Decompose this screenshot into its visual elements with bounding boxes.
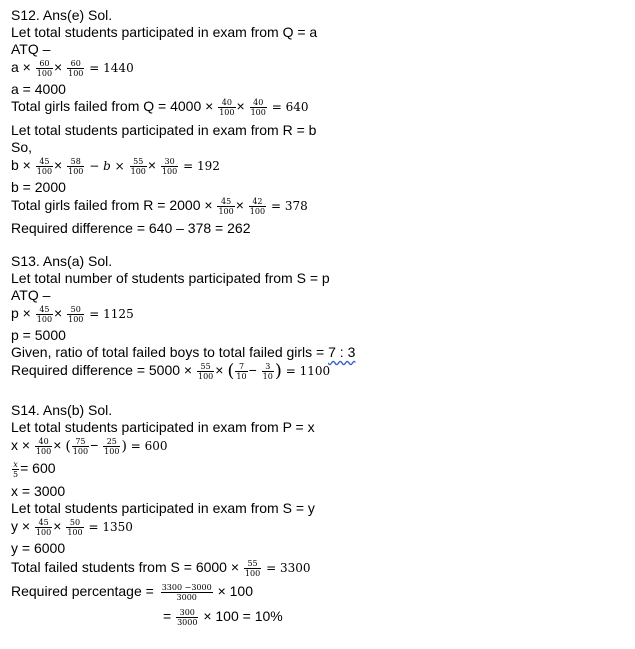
fraction: $\frac{40}{100}$ xyxy=(35,437,52,456)
s12-line: ATQ – xyxy=(11,41,51,57)
fraction: $\frac{45}{100}$ xyxy=(36,305,53,324)
fraction: $\frac{3}{10}$ xyxy=(262,362,273,381)
fraction: $\frac{55}{100}$ xyxy=(130,157,146,176)
s14-percentage-2: = $\frac{300}{3000}$ × 100 = 10% xyxy=(163,608,283,627)
fraction: $\frac{7}{10}$ xyxy=(236,362,247,381)
s13-difference: Required difference = 5000 × $\frac{55}{100}$ × ( $\frac{7}{10}$ − $\frac{3}{10}$ ) = 1100 xyxy=(11,360,331,382)
fraction: $\frac{42}{100}$ xyxy=(249,197,266,216)
fraction: $\frac{50}{100}$ xyxy=(68,305,84,324)
fraction: $\frac{25}{100}$ xyxy=(104,437,120,456)
fraction: $\frac{30}{100}$ xyxy=(161,157,178,176)
ratio-value: 7 : 3 xyxy=(328,344,356,360)
s12-line: Let total students participated in exam from R = b xyxy=(11,122,317,138)
s13-equation-1: p × $\frac{45}{100}$ × $\frac{50}{100}$ = 1125 xyxy=(11,305,134,324)
s12-line: Required difference = 640 – 378 = 262 xyxy=(11,220,251,236)
s13-ratio: Given, ratio of total failed boys to total failed girls = 7 : 3 xyxy=(11,344,356,360)
s12-line: a = 4000 xyxy=(11,81,66,97)
fraction: $\frac{3300 -3000}{3000}$ xyxy=(161,583,212,602)
fraction: $\frac{x}{5}$ xyxy=(13,460,19,479)
s14-equation-1: x × $\frac{40}{100}$ × ( $\frac{75}{100}$ − $\frac{25}{100}$ ) = 600 xyxy=(11,437,168,456)
s14-line: Let total students participated in exam from P = x xyxy=(11,419,315,435)
s14-failed: Total failed students from S = 6000 × $\frac{55}{100}$ = 3300 xyxy=(11,559,311,578)
s12-equation-1: a × $\frac{60}{100}$ × $\frac{60}{100}$ = 1440 xyxy=(11,59,134,78)
s13-heading: S13. Ans(a) Sol. xyxy=(11,253,113,269)
fraction: $\frac{50}{100}$ xyxy=(67,518,83,537)
fraction: $\frac{40}{100}$ xyxy=(250,98,266,117)
s13-line: Let total number of students participated from S = p xyxy=(11,270,330,286)
fraction: $\frac{40}{100}$ xyxy=(219,98,235,117)
fraction: $\frac{60}{100}$ xyxy=(36,59,53,78)
fraction: $\frac{45}{100}$ xyxy=(218,197,234,216)
s14-line: x = 3000 xyxy=(11,483,66,499)
s14-heading: S14. Ans(b) Sol. xyxy=(11,402,113,418)
s13-line: ATQ – xyxy=(11,287,51,303)
s14-equation-2: $\frac{x}{5}$ = 600 xyxy=(13,460,56,479)
s12-heading: S12. Ans(e) Sol. xyxy=(11,7,113,23)
s14-equation-3: y × $\frac{45}{100}$ × $\frac{50}{100}$ = 1350 xyxy=(11,518,133,537)
s14-percentage-1: Required percentage = $\frac{3300 -3000}{3000}$ × 100 xyxy=(11,583,254,602)
fraction: $\frac{55}{100}$ xyxy=(244,559,261,578)
fraction: $\frac{60}{100}$ xyxy=(68,59,84,78)
s14-line: y = 6000 xyxy=(11,540,66,556)
s12-girls-r: Total girls failed from R = 2000 × $\frac{45}{100}$ × $\frac{42}{100}$ = 378 xyxy=(11,197,308,216)
fraction: $\frac{58}{100}$ xyxy=(68,157,84,176)
s12-girls-q: Total girls failed from Q = 4000 × $\frac{40}{100}$ × $\frac{40}{100}$ = 640 xyxy=(11,98,309,117)
fraction: $\frac{75}{100}$ xyxy=(72,437,89,456)
fraction: $\frac{45}{100}$ xyxy=(35,518,52,537)
s12-equation-2: b × $\frac{45}{100}$ × $\frac{58}{100}$ − b × $\frac{55}{100}$ × $\frac{30}{100}$ = 192 xyxy=(11,157,220,176)
fraction: $\frac{55}{100}$ xyxy=(198,362,214,381)
fraction: $\frac{45}{100}$ xyxy=(36,157,53,176)
s12-line: So, xyxy=(11,139,33,155)
s12-line: Let total students participated in exam from Q = a xyxy=(11,24,318,40)
s12-line: b = 2000 xyxy=(11,179,66,195)
s14-line: Let total students participated in exam from S = y xyxy=(11,500,315,516)
s13-line: p = 5000 xyxy=(11,327,66,343)
fraction: $\frac{300}{3000}$ xyxy=(177,608,198,627)
